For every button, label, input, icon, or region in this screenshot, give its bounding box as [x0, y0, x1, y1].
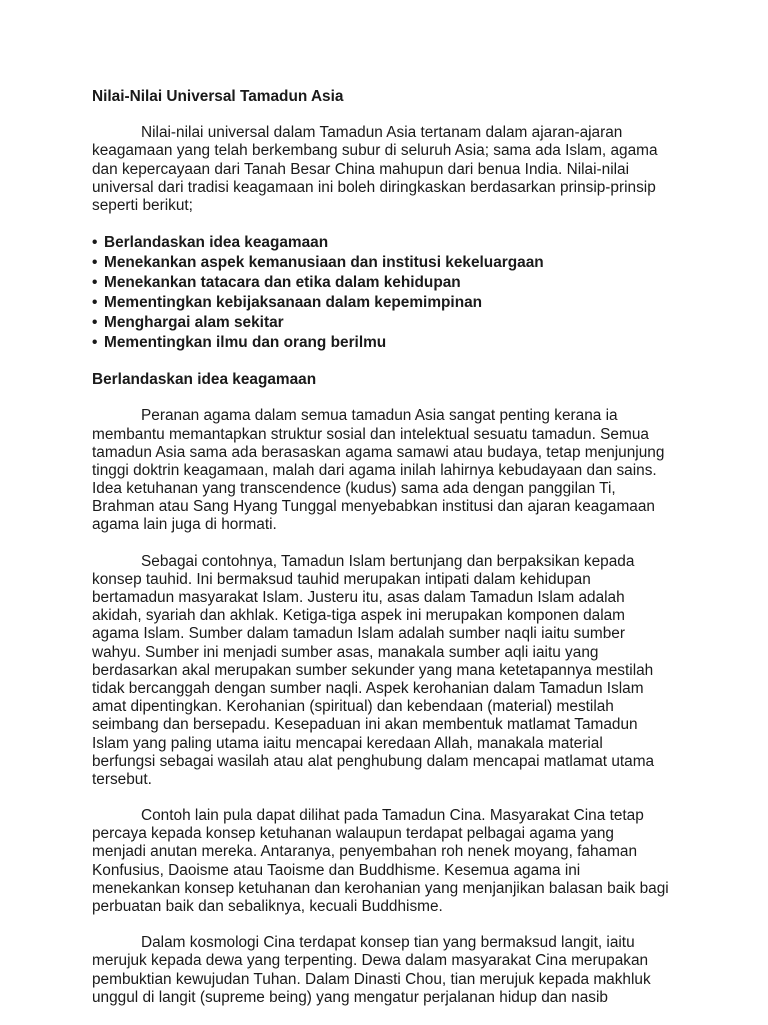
paragraph-line: berdasarkan akal merupakan sumber sekunder yang mana ketetapannya mestilah — [92, 661, 654, 679]
paragraph-line: akidah, syariah dan akhlak. Ketiga-tiga aspek ini merupakan komponen dalam — [92, 607, 626, 625]
paragraph-line: Islam yang paling utama iaitu mencapai keredaan Allah, manakala material — [92, 734, 603, 752]
paragraph-line: tidak bercanggah dengan sumber naqli. Aspek kerohanian dalam Tamadun Islam — [92, 679, 644, 697]
paragraph-line: percaya kepada konsep ketuhanan walaupun terdapat pelbagai agama yang — [92, 825, 614, 843]
intro-line: keagamaan yang telah berkembang subur di seluruh Asia; sama ada Islam, agama — [92, 142, 658, 160]
paragraph-line: tinggi doktrin keagamaan, malah dari agama inilah lahirnya kebudayaan dan sains. — [92, 461, 657, 479]
paragraph-line: Peranan agama dalam semua tamadun Asia sangat penting kerana ia — [141, 407, 618, 425]
bullet-icon: • — [92, 274, 98, 292]
list-item — [92, 333, 672, 353]
bullet-icon: • — [92, 254, 98, 272]
paragraph-line: Contoh lain pula dapat dilihat pada Tamadun Cina. Masyarakat Cina tetap — [141, 807, 644, 825]
paragraph-1 — [92, 407, 672, 534]
paragraph-line: seimbang dan bersepadu. Kesepaduan ini akan membentuk matlamat Tamadun — [92, 716, 638, 734]
bullet-icon: • — [92, 334, 98, 352]
list-item-text: Menekankan aspek kemanusiaan dan institusi kekeluargaan — [104, 254, 544, 272]
paragraph-line: agama lain juga di hormati. — [92, 516, 277, 534]
list-item — [92, 273, 672, 293]
paragraph-line: wahyu. Sumber ini menjadi sumber asas, manakala sumber aqli iaitu yang — [92, 643, 599, 661]
paragraph-3 — [92, 807, 672, 916]
list-item — [92, 293, 672, 313]
paragraph-line: agama Islam. Sumber dalam tamadun Islam adalah sumber naqli iaitu sumber — [92, 625, 625, 643]
bullet-icon: • — [92, 314, 98, 332]
paragraph-line: perbuatan baik dan sebaliknya, kecuali Buddhisme. — [92, 898, 443, 916]
list-item-text: Menekankan tatacara dan etika dalam kehidupan — [104, 274, 461, 292]
paragraph-line: Idea ketuhanan yang transcendence (kudus) sama ada dengan panggilan Ti, — [92, 480, 616, 498]
paragraph-line: tamadun Asia sama ada berasaskan agama samawi atau budaya, tetap menjunjung — [92, 443, 665, 461]
list-item-text: Mementingkan kebijaksanaan dalam kepemimpinan — [104, 294, 483, 312]
list-item-text: Berlandaskan idea keagamaan — [104, 234, 329, 252]
paragraph-2 — [92, 553, 672, 789]
list-item — [92, 233, 672, 253]
paragraph-line: konsep tauhid. Ini bermaksud tauhid merupakan intipati dalam kehidupan — [92, 570, 591, 588]
section-heading: Berlandaskan idea keagamaan — [92, 371, 317, 389]
principles-list — [92, 233, 672, 353]
bullet-icon: • — [92, 294, 98, 312]
intro-line: universal dari tradisi keagamaan ini boleh diringkaskan berdasarkan prinsip-prinsip — [92, 178, 656, 196]
bullet-icon: • — [92, 234, 98, 252]
paragraph-line: berfungsi sebagai wasilah atau alat penghubung dalam mencapai matlamat utama — [92, 752, 655, 770]
paragraph-line: Konfusius, Daoisme atau Taoisme dan Buddhisme. Kesemua agama ini — [92, 861, 581, 879]
paragraph-line: amat dipentingkan. Kerohanian (spiritual) dan kebendaan (material) mestilah — [92, 698, 614, 716]
paragraph-line: menekankan konsep ketuhanan dan kerohanian yang menjanjikan balasan baik bagi — [92, 879, 669, 897]
paragraph-4 — [92, 934, 672, 1007]
document-page — [92, 88, 672, 1025]
paragraph-line: Dalam kosmologi Cina terdapat konsep tian yang bermaksud langit, iaitu — [141, 934, 635, 952]
paragraph-line: pembuktian kewujudan Tuhan. Dalam Dinasti Chou, tian merujuk kepada makhluk — [92, 970, 651, 988]
list-item-text: Menghargai alam sekitar — [104, 314, 284, 332]
document-title: Nilai-Nilai Universal Tamadun Asia — [92, 88, 344, 105]
list-item-text: Mementingkan ilmu dan orang berilmu — [104, 334, 387, 352]
paragraph-line: merujuk kepada dewa yang terpenting. Dewa dalam masyarakat Cina merupakan — [92, 952, 649, 970]
intro-line: seperti berikut; — [92, 196, 193, 214]
paragraph-line: tersebut. — [92, 770, 152, 788]
paragraph-line: menjadi anutan mereka. Antaranya, penyembahan roh nenek moyang, fahaman — [92, 843, 638, 861]
list-item — [92, 313, 672, 333]
intro-line: dan kepercayaan dari Tanah Besar China mahupun dari benua India. Nilai-nilai — [92, 160, 630, 178]
intro-line: Nilai-nilai universal dalam Tamadun Asia tertanam dalam ajaran-ajaran — [141, 124, 623, 142]
intro-paragraph — [92, 124, 672, 215]
paragraph-line: Sebagai contohnya, Tamadun Islam bertunjang dan berpaksikan kepada — [141, 552, 635, 570]
list-item — [92, 253, 672, 273]
paragraph-line: membantu memantapkan struktur sosial dan intelektual sesuatu tamadun. Semua — [92, 425, 649, 443]
paragraph-line: unggul di langit (supreme being) yang mengatur perjalanan hidup dan nasib — [92, 988, 608, 1006]
paragraph-line: Brahman atau Sang Hyang Tunggal menyebabkan institusi dan ajaran keagamaan — [92, 498, 655, 516]
paragraph-line: bertamadun masyarakat Islam. Justeru itu, asas dalam Tamadun Islam adalah — [92, 589, 625, 607]
